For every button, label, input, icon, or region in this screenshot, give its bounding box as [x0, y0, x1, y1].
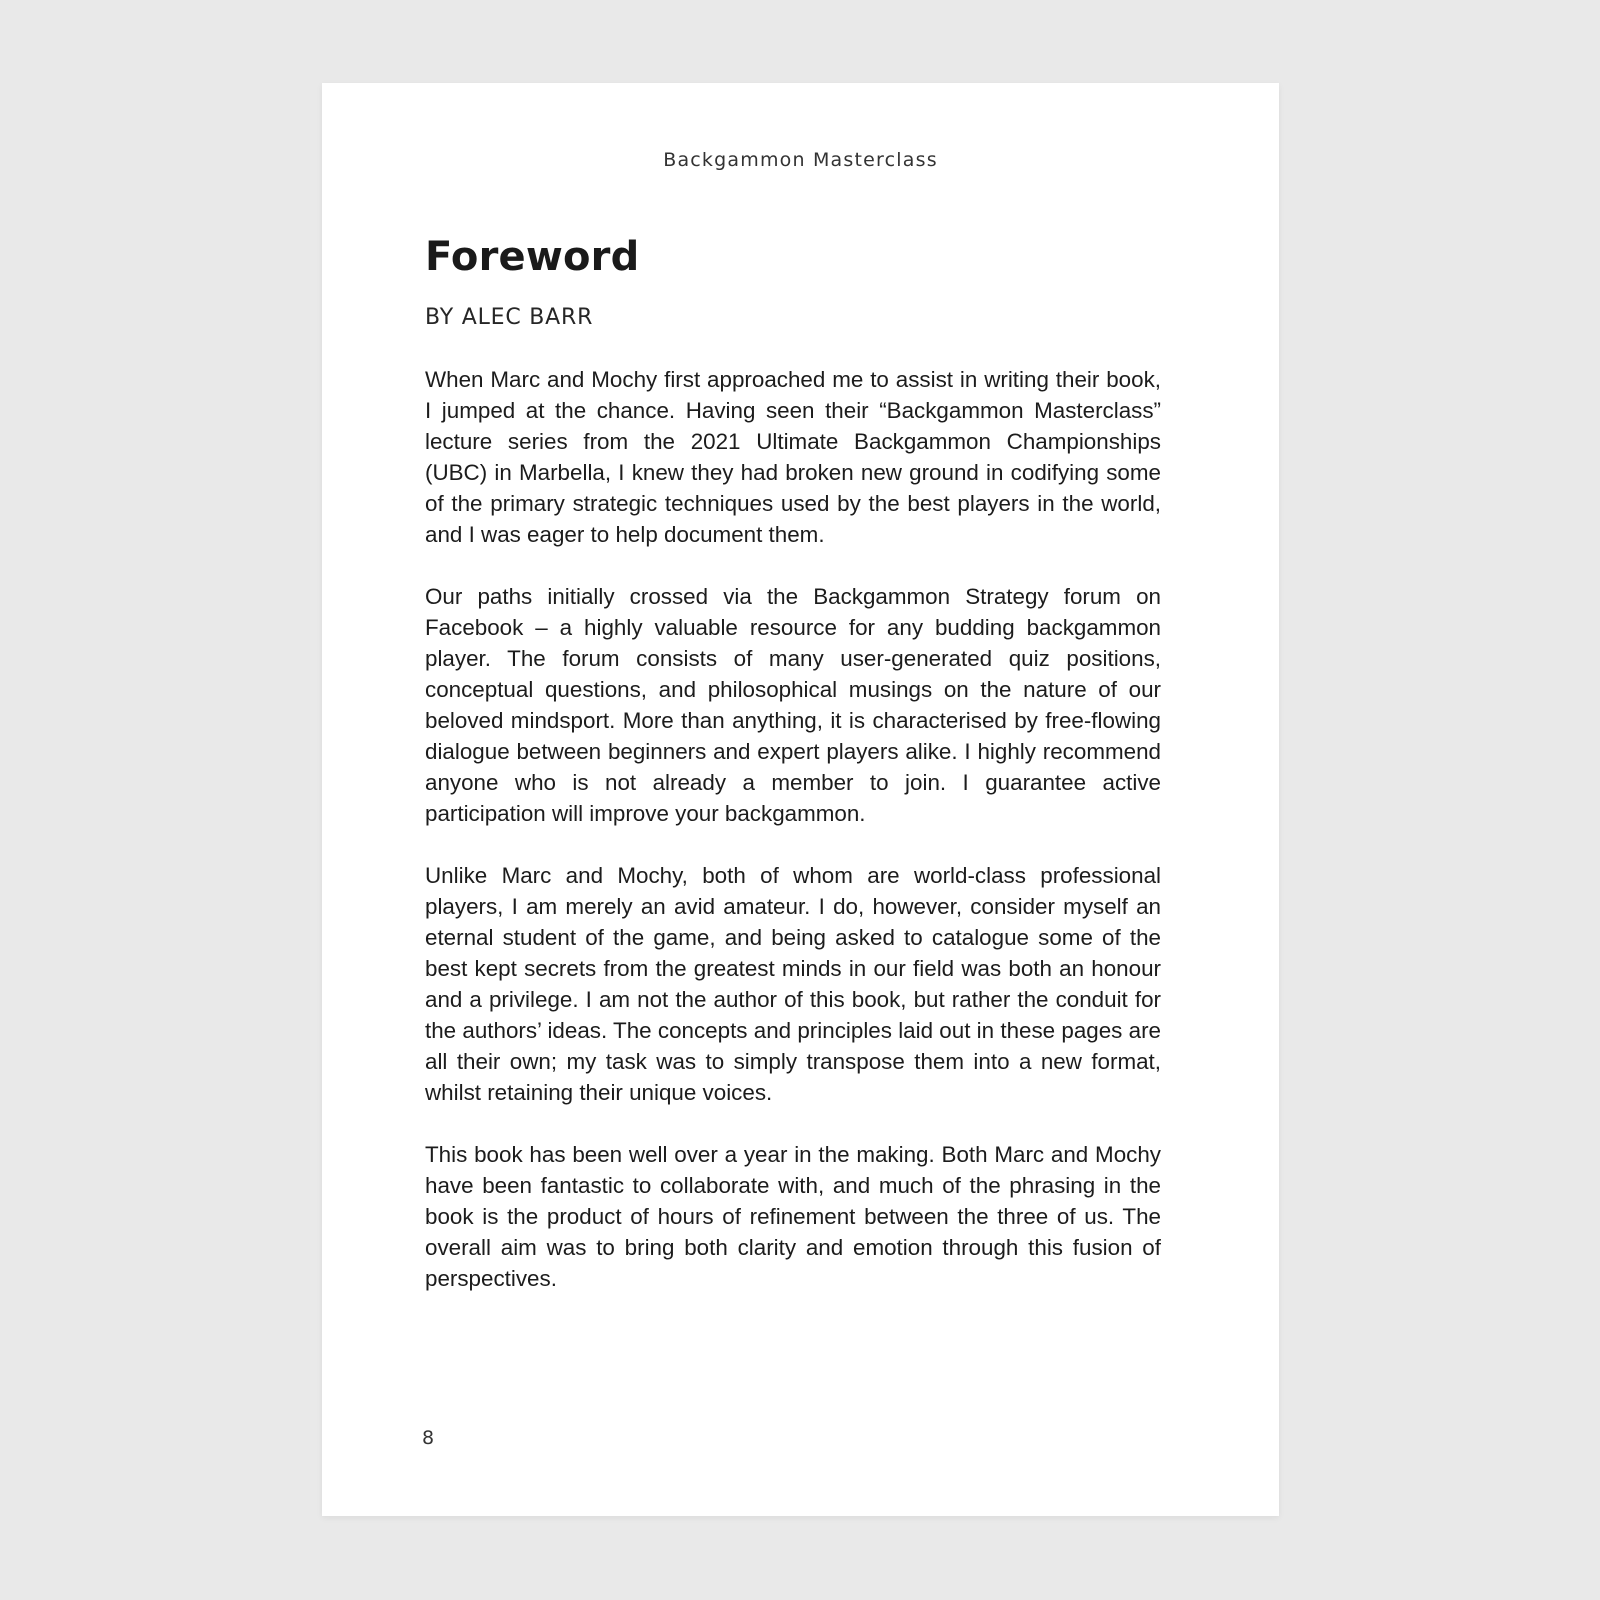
paragraph-3: Unlike Marc and Mochy, both of whom are world-class professional players, I am merely an avid amateur. I do, however, consider myself an eternal student of the game, and being asked to catalogue some of the best kept secrets from the greatest minds in our field was both an honour and a privilege. I am not the author of this book, but rather the conduit for the authors’ ideas. The concepts and principles laid out in these pages are all their own; my task was to simply transpose them into a new format, whilst retaining their unique voices. [425, 863, 1161, 1106]
chapter-title: Foreword [425, 234, 640, 280]
book-page [322, 83, 1279, 1516]
paragraph-2: Our paths initially crossed via the Backgammon Strategy forum on Facebook – a highly valuable resource for any budding backgammon player. The forum consists of many user-generated quiz positions, conceptual questions, and philosophical musings on the nature of our beloved mindsport. More than anything, it is characterised by free-flowing dialogue between beginners and expert players alike. I highly recommend anyone who is not already a member to join. I guarantee active participation will improve your backgammon. [425, 584, 1161, 827]
body-text [425, 364, 1161, 1294]
author-byline: BY ALEC BARR [425, 305, 594, 330]
page-number: 8 [422, 1427, 435, 1449]
running-header: Backgammon Masterclass [663, 149, 938, 171]
paragraph-1: When Marc and Mochy first approached me to assist in writing their book, I jumped at the chance. Having seen their “Backgammon Masterclass” lecture series from the 2021 Ultimate Backgammon Championships (UBC) in Marbella, I knew they had broken new ground in codifying some of the primary strategic techniques used by the best players in the world, and I was eager to help document them. [425, 367, 1161, 548]
page-content [425, 234, 1161, 1325]
paragraph-4: This book has been well over a year in the making. Both Marc and Mochy have been fantastic to collaborate with, and much of the phrasing in the book is the product of hours of refinement between the three of us. The overall aim was to bring both clarity and emotion through this fusion of perspectives. [425, 1142, 1161, 1292]
